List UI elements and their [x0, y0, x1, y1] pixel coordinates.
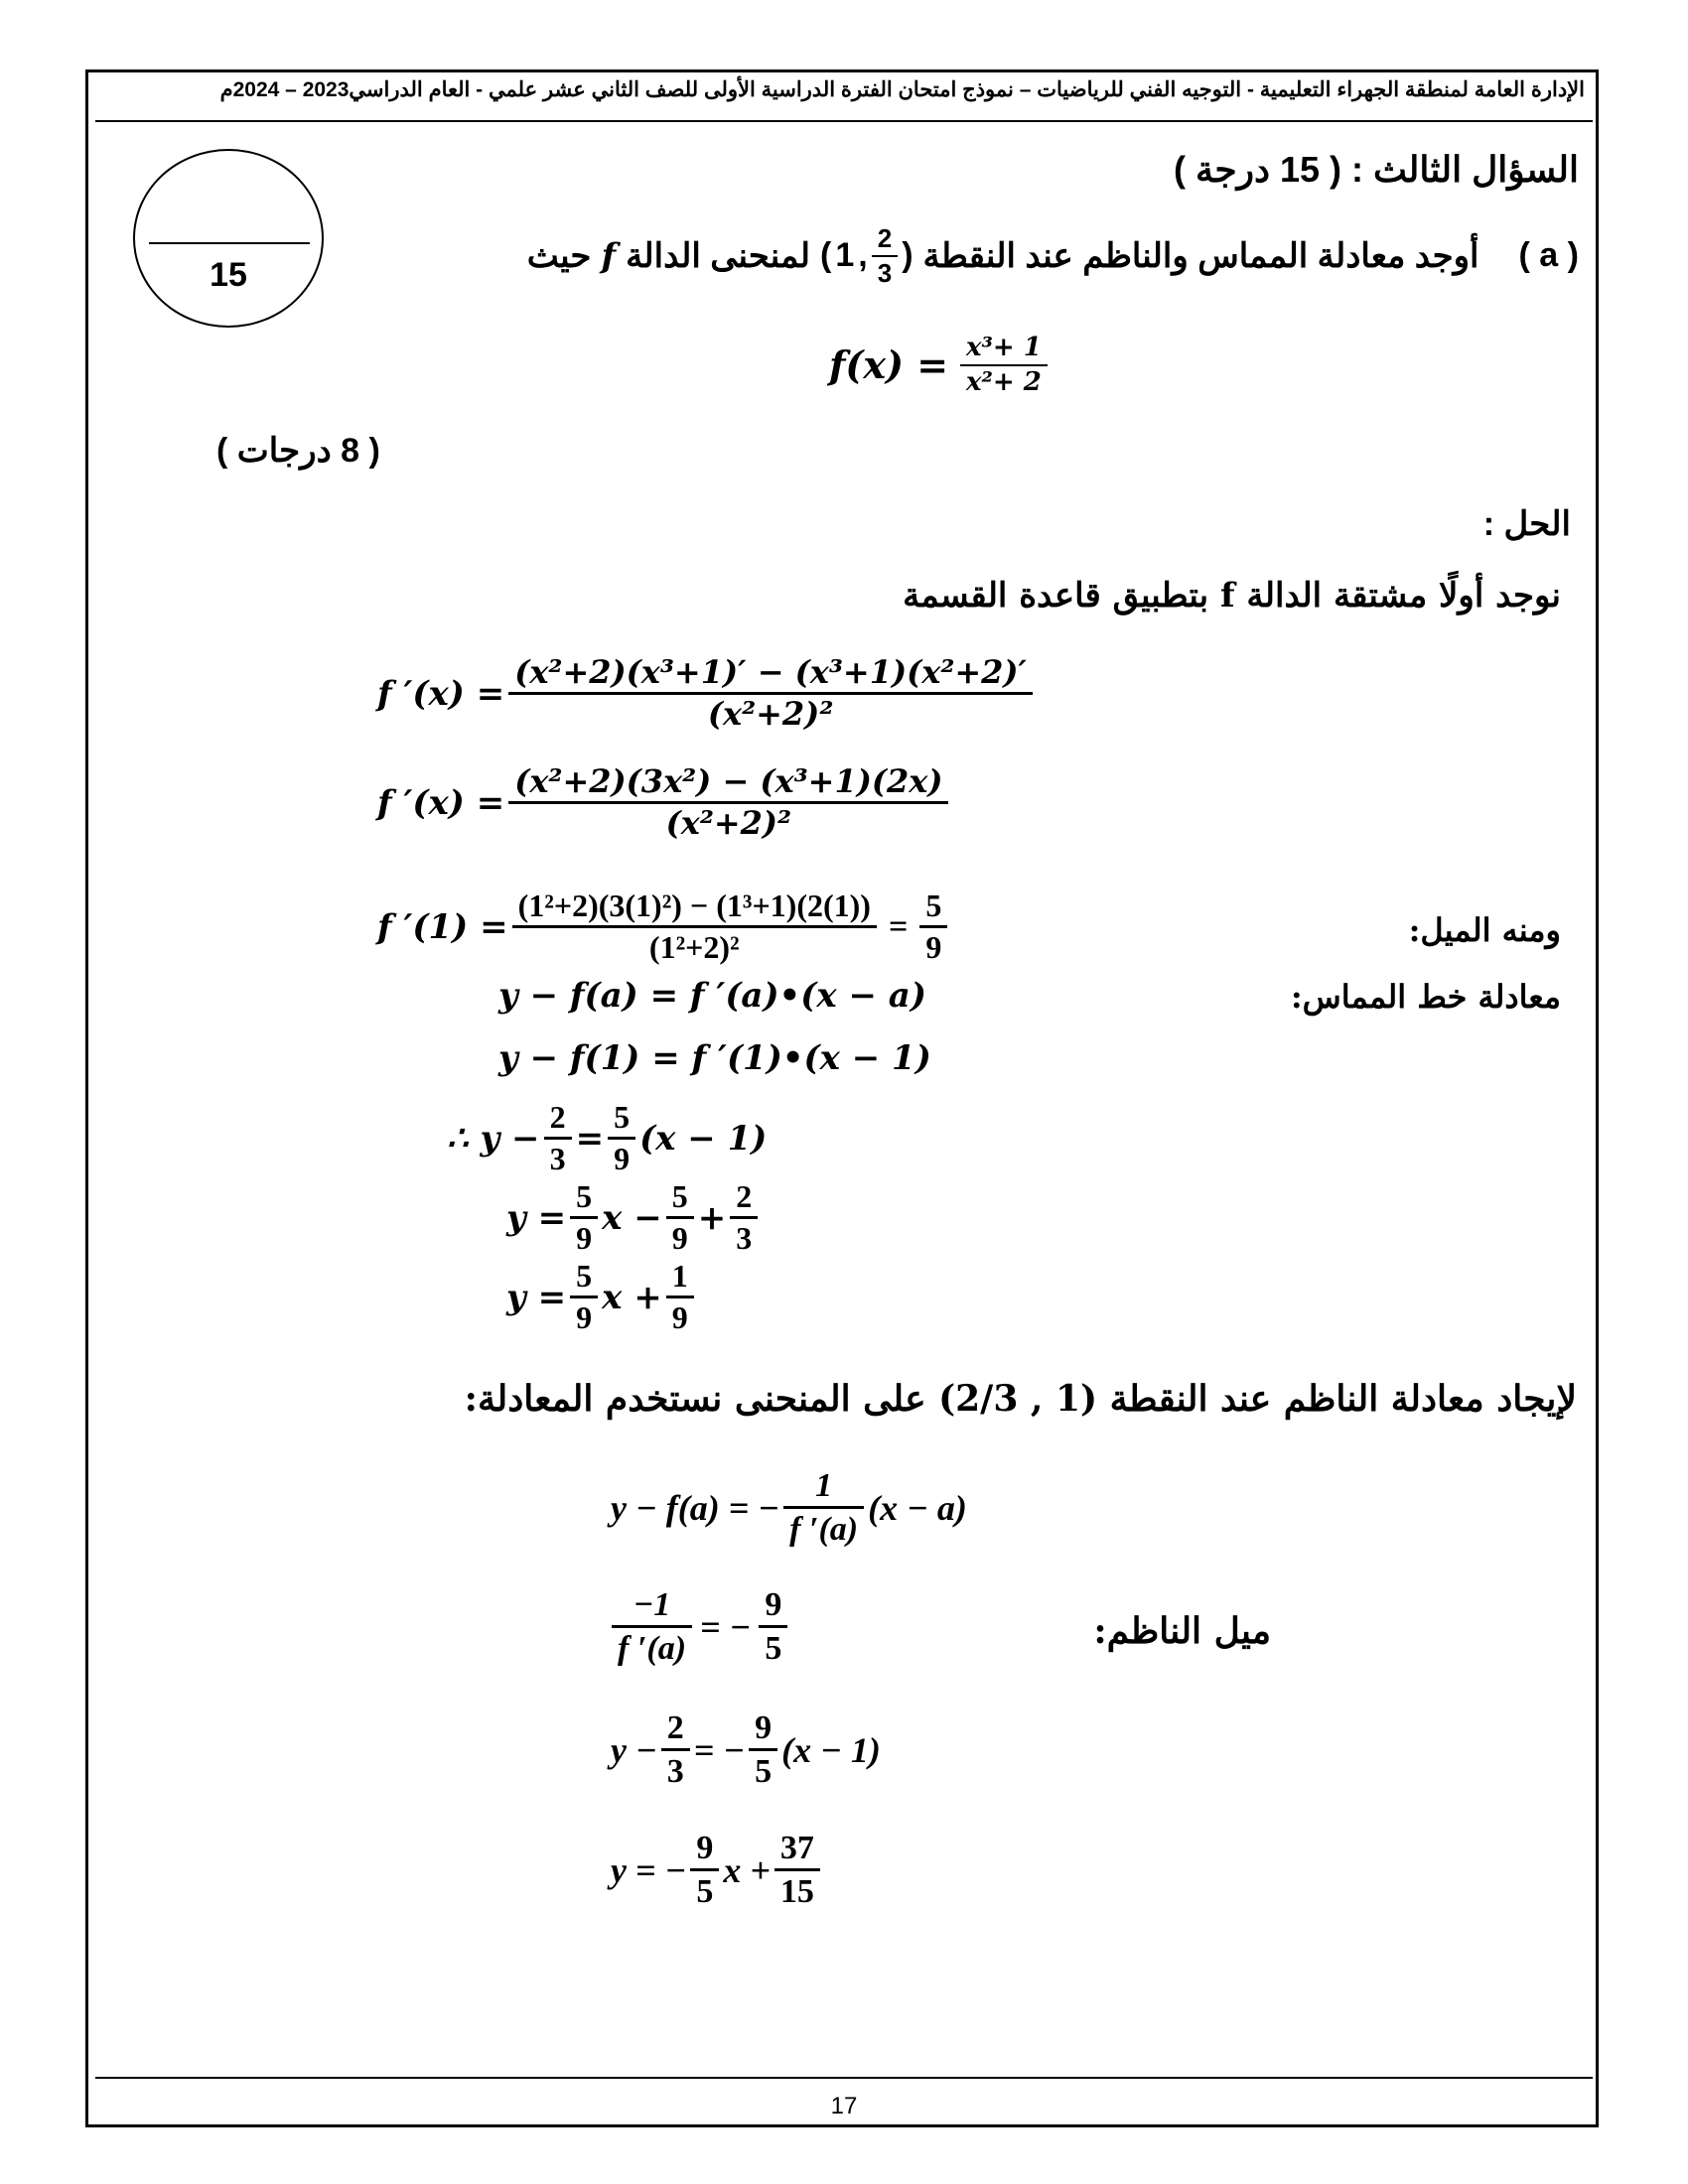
header-divider — [95, 120, 1593, 122]
page-number: 17 — [830, 2093, 858, 2119]
derivative-expanded-equation — [377, 764, 952, 841]
tangent-substituted-equation: y − f(1) = f ′(1)•(x − 1) — [498, 1038, 931, 1078]
d1-fraction: $\frac{\text{(x²+2)(x³+1)′ − (x³+1)(x²+2)′}}{\text{(x²+2)²}}$ — [508, 655, 1033, 732]
d3-lhs: f ′(1) = — [377, 906, 508, 947]
tangent-final-equation: y = $\frac{5}{9}$ x + $\frac{1}{9}$ — [506, 1259, 698, 1335]
function-name: f — [601, 235, 617, 276]
normal-point-slope-equation: y − $\frac{2}{3}$ = − $\frac{9}{5}$ (x − 1) — [611, 1709, 881, 1791]
exam-header: الإدارة العامة لمنطقة الجهراء التعليمية - التوجيه الفني للرياضيات – نموذج امتحان الفترة الدراسية الأولى للصف الثاني عشر علمي - العام الدراسي2023 – 2024م — [219, 78, 1585, 101]
question-text-before: أوجد معادلة المماس والناظم عند النقطة — [922, 236, 1479, 275]
score-value: 15 — [210, 256, 247, 294]
point-y-fraction: $\frac{2}{3}$ — [872, 224, 898, 287]
point-x: 1 — [835, 236, 855, 275]
question-part-a — [527, 224, 1579, 287]
normal-intro: لإيجاد معادلة الناظم عند النقطة (1 , 2/3) على المنحنى نستخدم المعادلة: — [464, 1378, 1577, 1420]
question-text-where: حيث — [526, 236, 592, 275]
normal-slope-label: ميل الناظم: — [1093, 1610, 1271, 1652]
solution-intro: نوجد أولًا مشتقة الدالة f بتطبيق قاعدة القسمة — [903, 576, 1561, 615]
tangent-label: معادلة خط المماس: — [1290, 978, 1561, 1016]
slope-label: ومنه الميل: — [1408, 911, 1561, 949]
question-marks: ( 8 درجات ) — [216, 432, 380, 470]
question-point: ( 1 , $\frac{2}{3}$ ) — [820, 223, 914, 288]
part-label: ( a ) — [1518, 236, 1579, 275]
function-fraction: $\frac{\text{x³+ 1}}{\text{x²+ 2}}$ — [960, 334, 1048, 396]
footer-divider — [95, 2077, 1593, 2079]
score-line — [149, 242, 310, 244]
question-text-after: لمنحنى الدالة — [626, 236, 811, 275]
tangent-general-equation: y − f(a) = f ′(a)•(x − a) — [498, 976, 926, 1016]
d2-lhs: f ′(x) = — [377, 782, 505, 823]
derivative-rule-equation — [377, 655, 1037, 732]
function-definition — [829, 334, 1052, 396]
solution-label: الحل : — [1482, 505, 1571, 543]
d3-fraction: $\frac{\text{(1²+2)(3(1)²) − (1³+1)(2(1))}}{\text{(1²+2)²}}$ — [512, 888, 877, 965]
question-title: السؤال الثالث : ( 15 درجة ) — [1174, 149, 1579, 190]
normal-general-equation: y − f(a) = − $\frac{1}{f '(a)}$ (x − a) — [611, 1467, 967, 1549]
normal-final-equation: y = − $\frac{9}{5}$ x + $\frac{37}{15}$ — [611, 1830, 824, 1911]
slope-evaluation-equation: f ′(1) = $\frac{\text{(1²+2)(3(1)²) − (1³+1)(2(1))}}{\text{(1²+2)²}}$ = $\frac{5}{9}$ — [377, 888, 951, 965]
tangent-expanded-equation: y = $\frac{5}{9}$ x − $\frac{5}{9}$ + $\frac{2}{3}$ — [506, 1179, 762, 1256]
tangent-point-slope-equation: ∴ y − $\frac{2}{3}$ = $\frac{5}{9}$ (x − 1) — [447, 1099, 768, 1177]
normal-slope-equation: $\frac{-1}{f '(a)}$ = − $\frac{9}{5}$ — [608, 1586, 791, 1668]
d2-fraction: $\frac{\text{(x²+2)(3x²) − (x³+1)(2x)}}{\text{(x²+2)²}}$ — [508, 764, 948, 841]
score-circle — [133, 149, 324, 328]
function-lhs: f(x) = — [829, 342, 949, 388]
d1-lhs: f ′(x) = — [377, 673, 505, 714]
slope-value-fraction: $\frac{5}{9}$ — [919, 888, 947, 965]
